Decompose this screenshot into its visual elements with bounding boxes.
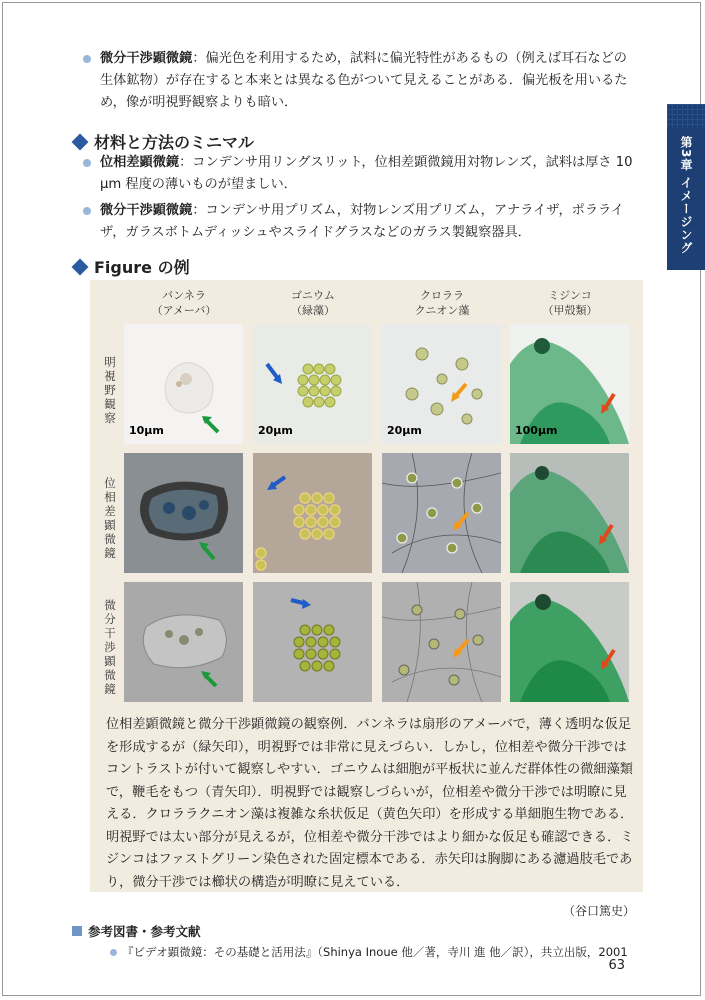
chapter-tab-label: 第3章 イメージング xyxy=(679,136,693,255)
bullet-term: 位相差顕微鏡 xyxy=(100,155,180,170)
column-label-gonium: ゴニウム （緑藻） xyxy=(291,289,335,317)
scale-bar-label: 20µm xyxy=(387,424,422,437)
list-item xyxy=(80,200,640,244)
top-bullet-list xyxy=(80,48,640,118)
bullet-term: 微分干渉顕微鏡 xyxy=(100,51,193,66)
micrograph-gonium-dic xyxy=(253,582,372,702)
bullet-term: 微分干渉顕微鏡 xyxy=(100,203,193,218)
micrograph-gonium-phase xyxy=(253,453,372,573)
micrograph-daphnia-brightfield xyxy=(510,324,629,444)
chapter-tab xyxy=(667,128,705,270)
bullet-dot-icon xyxy=(110,949,117,956)
diamond-icon xyxy=(72,258,89,275)
scale-bar-label: 100µm xyxy=(515,424,558,437)
micrograph-vannella-dic xyxy=(124,582,243,702)
column-label-vannella: バンネラ （アメーバ） xyxy=(151,289,217,317)
square-bullet-icon xyxy=(72,926,82,936)
section-title: Figure の例 xyxy=(94,258,190,277)
bullet-text: ：コンデンサ用プリズム，対物レンズ用プリズム，アナライザ，ポラライザ，ガラスボトムディッシュやスライドグラスなどのガラス製観察器具． xyxy=(100,203,624,240)
section-title: 材料と方法のミニマル xyxy=(94,133,255,152)
references-title: 参考図書・参考文献 xyxy=(88,924,201,939)
chapter-tab-pattern xyxy=(667,104,705,128)
author-credit: （谷口篤史） xyxy=(562,904,635,918)
methods-list xyxy=(80,152,640,248)
list-item xyxy=(80,152,640,196)
bullet-item xyxy=(80,48,640,114)
bullet-dot-icon xyxy=(83,55,91,63)
figure-caption: 位相差顕微鏡と微分干渉顕微鏡の観察例．バンネラは扇形のアメーバで，薄く透明な仮足を形成するが（緑矢印），明視野では非常に見えづらい．しかし，位相差や微分干渉ではコントラストが付いて観察しやすい．ゴニウムは細胞が平板状に並んだ群体性の微細藻類で，鞭毛をもつ（青矢印）．明視野では観察しづらいが，位相差や微分干渉では明瞭に見える．クロララクニオン藻は複雑な糸状仮足（黄色矢印）を形成する単細胞生物である．明視野では太い部分が見えるが，位相差や微分干渉ではより細かな仮足も確認できる．ミジンコはファストグリーン染色された固定標本である．赤矢印は胸脚にある濾過肢毛であり，微分干渉では櫛状の構造が明瞭に見えている． xyxy=(106,717,634,890)
micrograph-chlorarachnion-phase xyxy=(382,453,501,573)
scale-bar-label: 20µm xyxy=(258,424,293,437)
reference-item xyxy=(110,944,628,960)
micrograph-chlorarachnion-dic xyxy=(382,582,501,702)
micrograph-daphnia-dic xyxy=(510,582,629,702)
column-label-daphnia: ミジンコ （甲殻類） xyxy=(542,289,598,317)
references-heading xyxy=(72,922,201,940)
micrograph-vannella-brightfield xyxy=(124,324,243,444)
reference-text: 『ビデオ顕微鏡：その基礎と活用法』（Shinya Inoue 他／著，寺川 進 他／訳），共立出版，2001 xyxy=(122,945,628,959)
micrograph-vannella-phase xyxy=(124,453,243,573)
section-heading-methods xyxy=(72,130,254,153)
micrograph-daphnia-phase xyxy=(510,453,629,573)
section-heading-figure xyxy=(72,255,190,278)
row-label-dic: 微分干渉顕微鏡 xyxy=(104,598,116,696)
diamond-icon xyxy=(72,133,89,150)
bullet-dot-icon xyxy=(83,207,91,215)
micrograph-gonium-brightfield xyxy=(253,324,372,444)
scale-bar-label: 10µm xyxy=(129,424,164,437)
micrograph-chlorarachnion-brightfield xyxy=(382,324,501,444)
row-label-brightfield: 明視野観察 xyxy=(104,355,116,425)
bullet-text: ：コンデンサ用リングスリット，位相差顕微鏡用対物レンズ，試料は厚さ 10 μm 程度の薄いものが望ましい． xyxy=(100,155,633,192)
column-label-chlorarachnion: クロララ クニオン藻 xyxy=(414,289,470,317)
bullet-text: ：偏光色を利用するため，試料に偏光特性があるもの（例えば耳石などの生体鉱物）が存在すると本来とは異なる色がついて見えることがある．偏光板を用いるため，像が明視野観察よりも暗い． xyxy=(100,51,628,110)
row-label-phase-contrast: 位相差顕微鏡 xyxy=(104,476,116,560)
bullet-dot-icon xyxy=(83,159,91,167)
page-number: 63 xyxy=(608,958,625,973)
